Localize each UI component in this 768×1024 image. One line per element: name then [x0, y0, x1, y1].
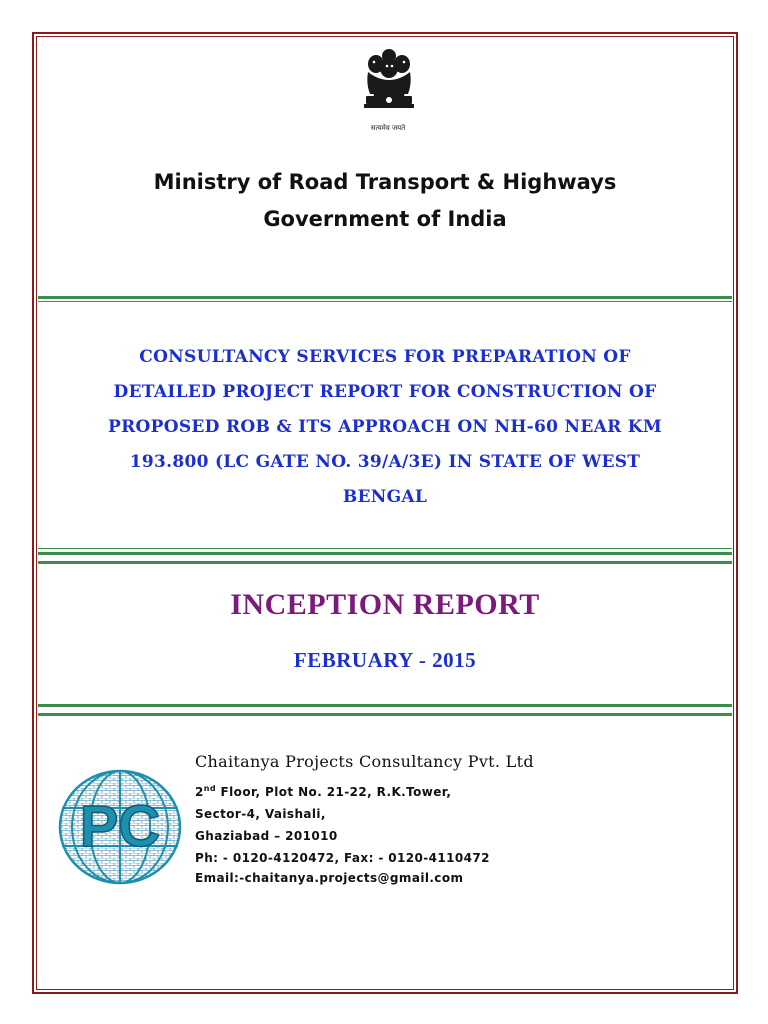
- national-emblem-icon: [356, 44, 422, 136]
- logo-letters: [80, 794, 161, 859]
- divider-rule-mid-thin: [38, 548, 732, 549]
- divider-rule-mid: [38, 552, 732, 555]
- project-line: DETAILED PROJECT REPORT FOR CONSTRUCTION OF: [113, 382, 657, 402]
- company-logo-icon: [56, 768, 184, 886]
- government-name: Government of India: [263, 207, 507, 231]
- divider-rule-top: [38, 296, 732, 299]
- project-line: 193.800 (LC GATE NO. 39/A/3E) IN STATE OF WEST: [129, 452, 641, 472]
- project-line: BENGAL: [342, 487, 428, 507]
- address-line-3: Ghaziabad – 201010: [195, 829, 338, 843]
- company-name: Chaitanya Projects Consultancy Pvt. Ltd: [195, 752, 534, 771]
- project-line: PROPOSED ROB & ITS APPROACH ON NH-60 NEAR KM: [108, 417, 662, 437]
- report-date: FEBRUARY - 2015: [293, 648, 477, 672]
- project-line: CONSULTANCY SERVICES FOR PREPARATION OF: [139, 347, 631, 367]
- address-line-2: Sector-4, Vaishali,: [195, 807, 326, 821]
- report-title: INCEPTION REPORT: [230, 588, 540, 621]
- divider-rule-mid-2: [38, 561, 732, 564]
- contact-email: Email:-chaitanya.projects@gmail.com: [195, 871, 464, 885]
- ministry-name: Ministry of Road Transport & Highways: [153, 170, 617, 194]
- divider-rule-top-thin: [38, 301, 732, 302]
- svg-text:PC: PC: [79, 794, 161, 859]
- emblem-motto: सत्यमेव जयते: [370, 124, 406, 132]
- project-description: [90, 340, 680, 515]
- contact-phone: Ph: - 0120-4120472, Fax: - 0120-4110472: [195, 851, 490, 865]
- divider-rule-bottom-2: [38, 713, 732, 716]
- address-line-1: 2nd Floor, Plot No. 21-22, R.K.Tower,: [195, 784, 452, 799]
- divider-rule-bottom: [38, 704, 732, 707]
